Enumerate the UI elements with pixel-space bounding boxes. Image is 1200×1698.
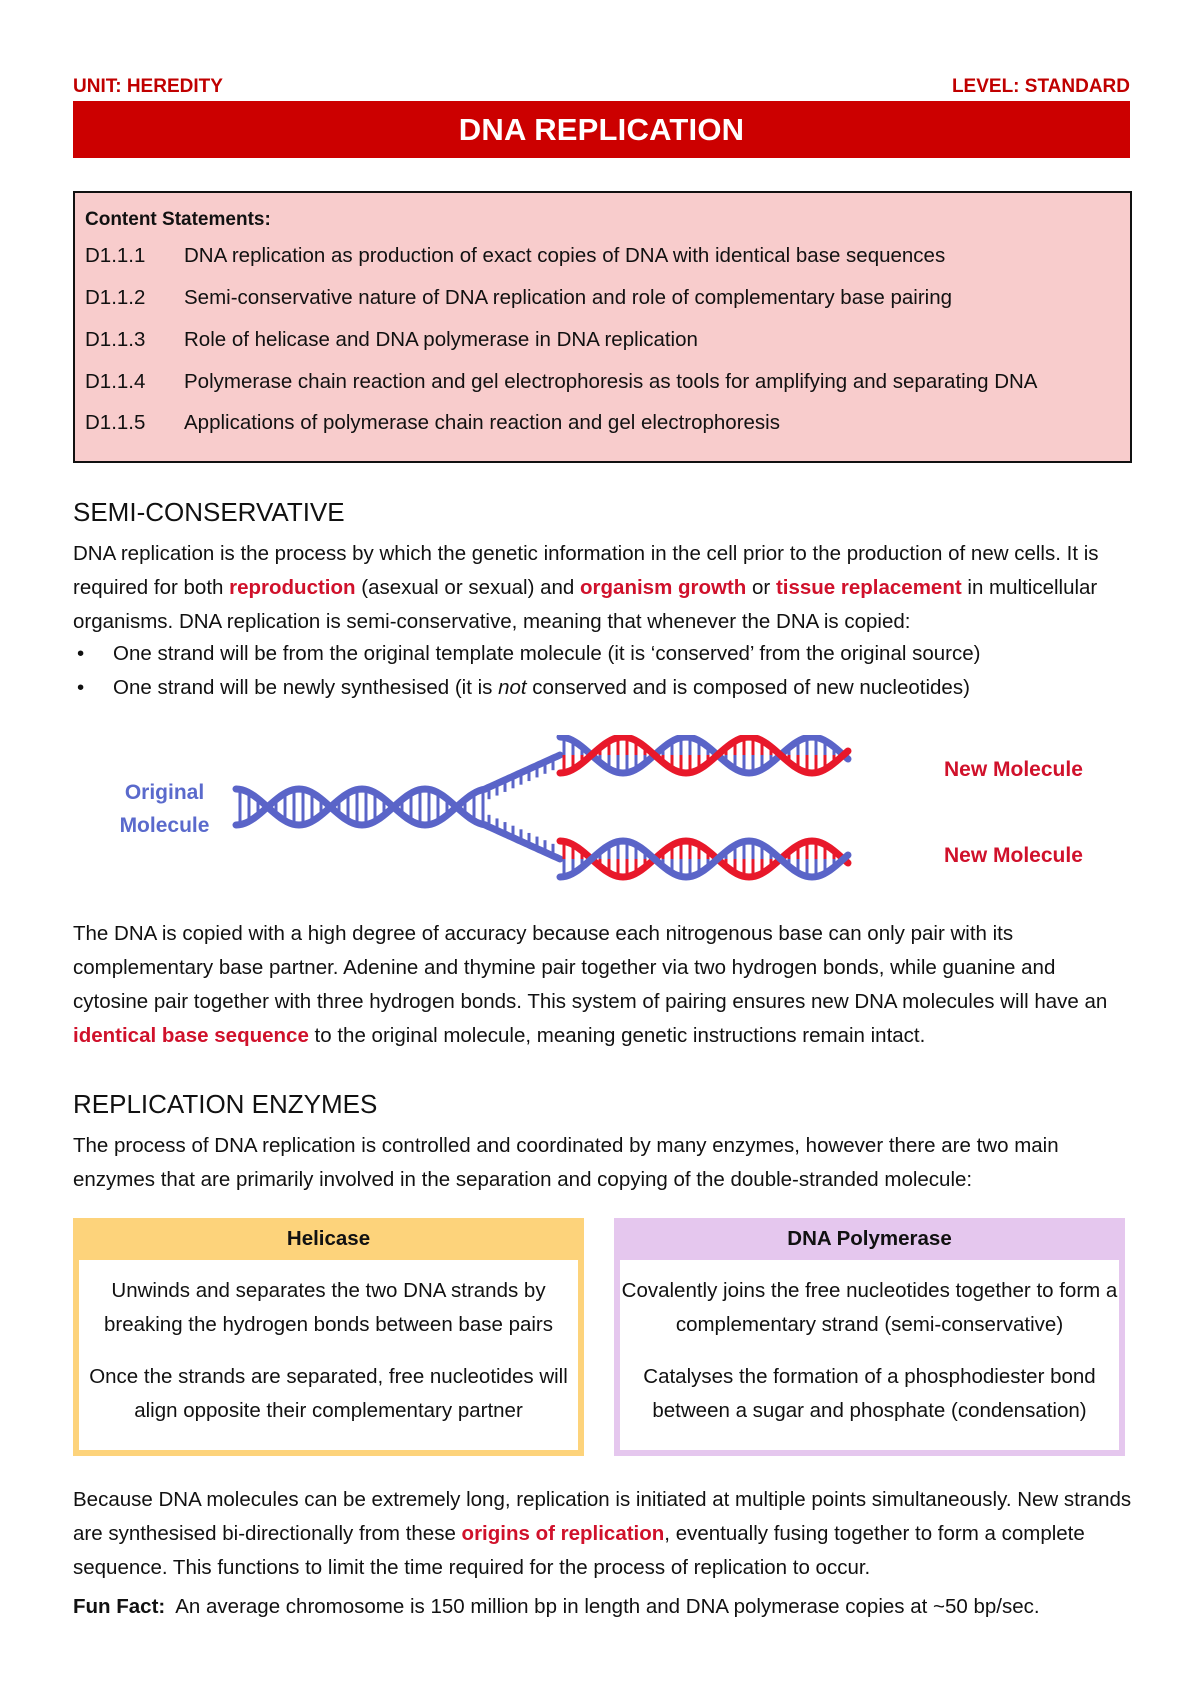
content-statement (85, 370, 1037, 394)
keyword-tissue-replacement: tissue replacement (775, 576, 962, 599)
new-molecule-label: New Molecule (944, 758, 1083, 781)
helicase-point: Unwinds and separates the two DNA strands by breaking the hydrogen bonds between base pairs (103, 1279, 554, 1336)
enzymes-intro: The process of DNA replication is controlled and coordinated by many enzymes, however there are two main enzymes that are primarily involved in the separation and copying of the double-stranded molecule: (73, 1134, 1059, 1191)
statement-code: D1.1.3 (85, 328, 146, 351)
semi-conservative-intro: DNA replication is the process by which the genetic information in the cell prior to the production of new cells. It is required for both reproduction (asexual or sexual) and organism growth or tissue replacement in multicellular organisms. DNA replication is semi-conservative, meaning that whenever the DNA is copied: (73, 542, 1099, 633)
bullet-item: • One strand will be from the original template molecule (it is ‘conserved’ from the original source) (73, 642, 980, 666)
dna-polymerase-point: Catalyses the formation of a phosphodiester bond between a sugar and phosphate (condensation) (643, 1365, 1096, 1422)
dna-polymerase-card (614, 1218, 1125, 1456)
keyword-origins-of-replication: origins of replication (461, 1522, 665, 1545)
fun-fact-label: Fun Fact: (73, 1595, 166, 1618)
base-pairing-paragraph: The DNA is copied with a high degree of accuracy because each nitrogenous base can only pair with its complementary base partner. Adenine and thymine pair together via two hydrogen bonds, while guanine and cytosine pair together with three hydrogen bonds. This system of pairing ensures new DNA molecules will have an identical base sequence to the original molecule, meaning genetic instructions remain intact. (73, 922, 1108, 1047)
fun-fact-text: An average chromosome is 150 million bp in length and DNA polymerase copies at ~50 bp/sec. (175, 1595, 1040, 1618)
dna-polymerase-point: Covalently joins the free nucleotides together to form a complementary strand (semi-conservative) (621, 1279, 1118, 1336)
new-molecule-label: New Molecule (944, 844, 1083, 867)
statement-text: DNA replication as production of exact copies of DNA with identical base sequences (184, 244, 946, 267)
keyword-identical-base-sequence: identical base sequence (73, 1024, 309, 1047)
statement-text: Semi-conservative nature of DNA replication and role of complementary base pairing (184, 286, 952, 309)
header-line (73, 76, 1130, 102)
fun-fact (73, 1595, 1040, 1619)
content-statement (85, 244, 945, 268)
section-heading-semi-conservative: SEMI-CONSERVATIVE (73, 497, 345, 527)
bullet-icon: • (77, 676, 85, 699)
content-statement (85, 411, 780, 435)
content-statement (85, 328, 698, 352)
statement-text: Applications of polymerase chain reaction and gel electrophoresis (184, 411, 780, 434)
content-statements-box (73, 191, 1132, 463)
content-statement (85, 286, 952, 310)
bullet-item: • One strand will be newly synthesised (it is not conserved and is composed of new nucleotides) (73, 676, 970, 700)
origins-paragraph: Because DNA molecules can be extremely long, replication is initiated at multiple points simultaneously. New strands are synthesised bi-directionally from these origins of replication, eventually fusing together to form a complete sequence. This functions to limit the time required for the process of replication to occur. (73, 1488, 1132, 1579)
dna-polymerase-title: DNA Polymerase (787, 1227, 952, 1250)
statement-code: D1.1.2 (85, 286, 146, 309)
bullet-icon: • (77, 642, 85, 665)
dna-replication-diagram (230, 735, 930, 885)
unit-label: UNIT: HEREDITY (73, 76, 223, 97)
content-statements-title: Content Statements: (85, 209, 271, 230)
statement-text: Polymerase chain reaction and gel electrophoresis as tools for amplifying and separating DNA (184, 370, 1038, 393)
keyword-reproduction: reproduction (229, 576, 356, 599)
statement-code: D1.1.5 (85, 411, 146, 434)
level-label: LEVEL: STANDARD (951, 76, 1130, 97)
dna-polymerase-body (620, 1260, 1119, 1450)
statement-text: Role of helicase and DNA polymerase in DNA replication (184, 328, 698, 351)
helicase-point: Once the strands are separated, free nucleotides will align opposite their complementary partner (89, 1365, 568, 1422)
statement-code: D1.1.1 (85, 244, 146, 267)
helicase-body (79, 1260, 578, 1450)
original-molecule-label: Original Molecule (119, 781, 210, 837)
helicase-card (73, 1218, 584, 1456)
helicase-title: Helicase (286, 1227, 371, 1250)
statement-code: D1.1.4 (85, 370, 146, 393)
keyword-organism-growth: organism growth (580, 576, 747, 599)
section-heading-replication-enzymes: REPLICATION ENZYMES (73, 1089, 378, 1119)
page-title: DNA REPLICATION (73, 101, 1130, 158)
